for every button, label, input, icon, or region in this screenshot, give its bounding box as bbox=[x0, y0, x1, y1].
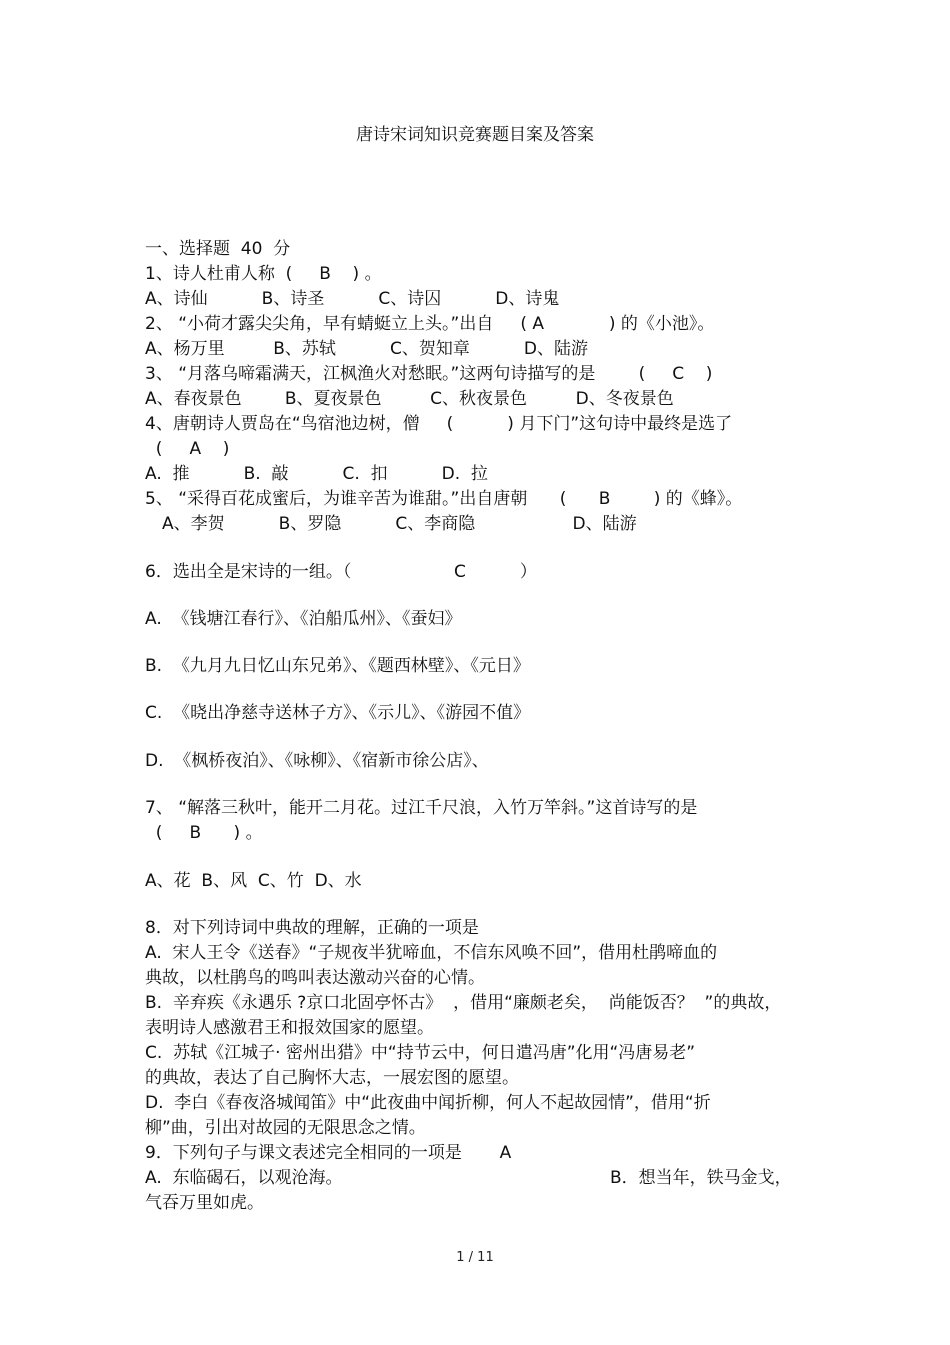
option-line: 表明诗人感激君王和报效国家的愿望。 bbox=[145, 1018, 434, 1038]
option-line: B. 《九月九日忆山东兄弟》、《题西林壁》、《元日》 bbox=[145, 656, 530, 676]
answer-line: ( A ) bbox=[145, 439, 230, 459]
answer-line: ( B ) 。 bbox=[145, 823, 263, 843]
question-line: 1、诗人杜甫人称 ( B ) 。 bbox=[145, 264, 382, 284]
question-line: 4、唐朝诗人贾岛在“鸟宿池边树，僧 ( ) 月下门”这句诗中最终是选了 bbox=[145, 414, 733, 434]
option-line: 柳”曲，引出对故园的无限思念之情。 bbox=[145, 1118, 426, 1138]
question-line: 9．下列句子与课文表述完全相同的一项是 A bbox=[145, 1143, 512, 1163]
document-title: 唐诗宋词知识竞赛题目案及答案 bbox=[356, 125, 594, 145]
options-line: A、李贺 B、罗隐 C、李商隐 D、陆游 bbox=[162, 514, 637, 534]
question-line: 2、 “小荷才露尖尖角，早有蜻蜓立上头。”出自 ( A ) 的《小池》。 bbox=[145, 314, 715, 334]
page-number: 1 / 11 bbox=[456, 1250, 494, 1265]
question-line: 3、 “月落乌啼霜满天，江枫渔火对愁眠。”这两句诗描写的是 ( C ) bbox=[145, 364, 713, 384]
option-line: A. 东临碣石，以观沧海。 bbox=[145, 1168, 343, 1188]
option-line: D. 《枫桥夜泊》、《咏柳》、《宿新市徐公店》、 bbox=[145, 751, 489, 771]
question-line: 8．对下列诗词中典故的理解，正确的一项是 bbox=[145, 918, 479, 938]
option-line: B．想当年，铁马金戈， bbox=[610, 1168, 792, 1188]
option-line: B. 辛弃疾《永遇乐 ?京口北固亭怀古》 ，借用“廉颇老矣， 尚能饭否？ ”的典故， bbox=[145, 993, 782, 1013]
option-line: 的典故，表达了自己胸怀大志，一展宏图的愿望。 bbox=[145, 1068, 519, 1088]
options-line: A、杨万里 B、苏轼 C、贺知章 D、陆游 bbox=[145, 339, 588, 359]
option-line: C. 苏轼《江城子· 密州出猎》中“持节云中，何日遣冯唐”化用“冯唐易老” bbox=[145, 1043, 696, 1063]
options-line: A、春夜景色 B、夏夜景色 C、秋夜景色 D、冬夜景色 bbox=[145, 389, 674, 409]
option-line: A. 《钱塘江春行》、《泊船瓜州》、《蚕妇》 bbox=[145, 609, 462, 629]
option-line: 典故，以杜鹃鸟的鸣叫表达激动兴奋的心情。 bbox=[145, 968, 485, 988]
question-line: 6．选出全是宋诗的一组。（ C ） bbox=[145, 562, 537, 582]
option-line: D. 李白《春夜洛城闻笛》中“此夜曲中闻折柳，何人不起故园情”，借用“折 bbox=[145, 1093, 711, 1113]
question-line: 7、 “解落三秋叶，能开二月花。过江千尺浪，入竹万竿斜。”这首诗写的是 bbox=[145, 798, 698, 818]
options-line: A、花 B、风 C、竹 D、水 bbox=[145, 871, 362, 891]
option-line: C. 《晓出净慈寺送林子方》、《示儿》、《游园不值》 bbox=[145, 703, 531, 723]
option-line: 气吞万里如虎。 bbox=[145, 1193, 264, 1213]
section-heading: 一、选择题 40 分 bbox=[145, 239, 291, 259]
question-line: 5、 “采得百花成蜜后，为谁辛苦为谁甜。”出自唐朝 ( B ) 的《蜂》。 bbox=[145, 489, 743, 509]
options-line: A. 推 B. 敲 C. 扣 D. 拉 bbox=[145, 464, 488, 484]
option-line: A. 宋人王令《送春》“子规夜半犹啼血，不信东风唤不回”，借用杜鹃啼血的 bbox=[145, 943, 718, 963]
options-line: A、诗仙 B、诗圣 C、诗囚 D、诗鬼 bbox=[145, 289, 560, 309]
